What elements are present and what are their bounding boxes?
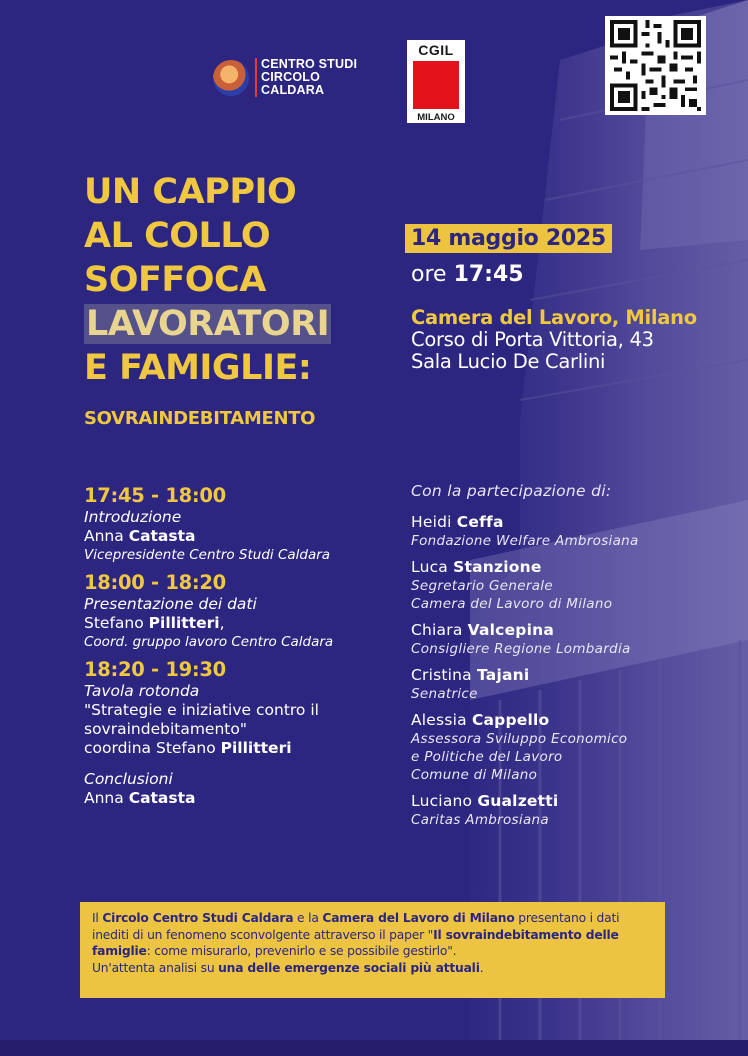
- participant: [411, 620, 711, 658]
- participant-role: Senatrice: [411, 686, 478, 702]
- slot-coordinator: coordina Stefano Pillitteri: [84, 739, 292, 757]
- program-slot: [84, 658, 384, 758]
- title-line: UN CAPPIO: [84, 172, 297, 212]
- slot-speaker: Anna Catasta: [84, 527, 196, 545]
- program-slot: [84, 571, 384, 651]
- title-highlight: LAVORATORI: [86, 304, 330, 344]
- participant-role: Consigliere Regione Lombardia: [411, 641, 631, 657]
- slot-time: 18:20 - 19:30: [84, 658, 226, 681]
- cgil-logo-text: CGIL: [418, 42, 454, 58]
- program-slot: [84, 484, 384, 564]
- slot-speaker: Stefano Pillitteri,: [84, 614, 225, 632]
- participants-heading: Con la partecipazione di:: [411, 482, 612, 500]
- centro-studi-logo: [213, 58, 357, 97]
- event-venue: [411, 307, 697, 373]
- title-line: SOFFOCA: [84, 260, 266, 300]
- slot-time: 17:45 - 18:00: [84, 484, 226, 507]
- title-line: E FAMIGLIE:: [84, 348, 312, 388]
- title-line: [84, 302, 331, 346]
- participant-role: Assessora Sviluppo Economico: [411, 731, 628, 747]
- slot-topic: "Strategie e iniziative contro il: [84, 701, 319, 719]
- description-box: Il Circolo Centro Studi Caldara e la Camera del Lavoro di Milano presentano i dati inediti di un fenomeno sconvolgente attraverso il paper "Il sovraindebitamento delle famiglie: come misurarlo, prevenirlo e se possibile gestirlo". Un'attenta analisi su una delle emergenze sociali più attuali.: [80, 902, 665, 998]
- participants-list: [411, 482, 711, 836]
- venue-room: Sala Lucio De Carlini: [411, 350, 606, 373]
- slot-title: Tavola rotonda: [84, 682, 200, 700]
- program-schedule: [84, 484, 384, 815]
- participant: [411, 557, 711, 613]
- title-line: AL COLLO: [84, 216, 271, 256]
- event-time: ore 17:45: [411, 262, 524, 287]
- slot-title: Conclusioni: [84, 770, 173, 788]
- cgil-milano-text: MILANO: [417, 112, 455, 123]
- participant: [411, 791, 711, 829]
- participant-role: Comune di Milano: [411, 767, 538, 783]
- participant-role: Caritas Ambrosiana: [411, 812, 549, 828]
- participant-name: Heidi Ceffa: [411, 513, 504, 531]
- slot-topic: sovraindebitamento": [84, 720, 247, 738]
- participant-role: Segretario Generale: [411, 578, 553, 594]
- participant-name: Luca Stanzione: [411, 558, 542, 576]
- cgil-red-square: [413, 61, 459, 109]
- slot-title: Presentazione dei dati: [84, 595, 257, 613]
- participant-role: Fondazione Welfare Ambrosiana: [411, 533, 639, 549]
- slot-time: 18:00 - 18:20: [84, 571, 226, 594]
- event-date: 14 maggio 2025: [405, 224, 612, 253]
- slot-title: Introduzione: [84, 508, 182, 526]
- event-subtitle: SOVRAINDEBITAMENTO: [84, 408, 316, 429]
- program-closing: [84, 770, 384, 808]
- participant-role: Camera del Lavoro di Milano: [411, 596, 613, 612]
- event-title: [84, 170, 331, 390]
- slot-speaker-role: Coord. gruppo lavoro Centro Caldara: [84, 634, 334, 650]
- participant-name: Alessia Cappello: [411, 711, 550, 729]
- participant: [411, 710, 711, 784]
- participant-name: Luciano Gualzetti: [411, 792, 559, 810]
- participant-name: Cristina Tajani: [411, 666, 530, 684]
- venue-address: Corso di Porta Vittoria, 43: [411, 328, 654, 351]
- participant-name: Chiara Valcepina: [411, 621, 554, 639]
- participant: [411, 665, 711, 703]
- slot-speaker-role: Vicepresidente Centro Studi Caldara: [84, 547, 331, 563]
- qr-code-icon[interactable]: [605, 16, 706, 115]
- venue-name: Camera del Lavoro, Milano: [411, 306, 697, 329]
- slot-speaker: Anna Catasta: [84, 789, 196, 807]
- participant: [411, 512, 711, 550]
- centro-studi-logo-text: CENTRO STUDI CIRCOLO CALDARA: [255, 58, 357, 97]
- participant-role: e Politiche del Lavoro: [411, 749, 563, 765]
- cgil-milano-logo: [407, 40, 465, 123]
- centro-studi-emblem: [213, 60, 249, 96]
